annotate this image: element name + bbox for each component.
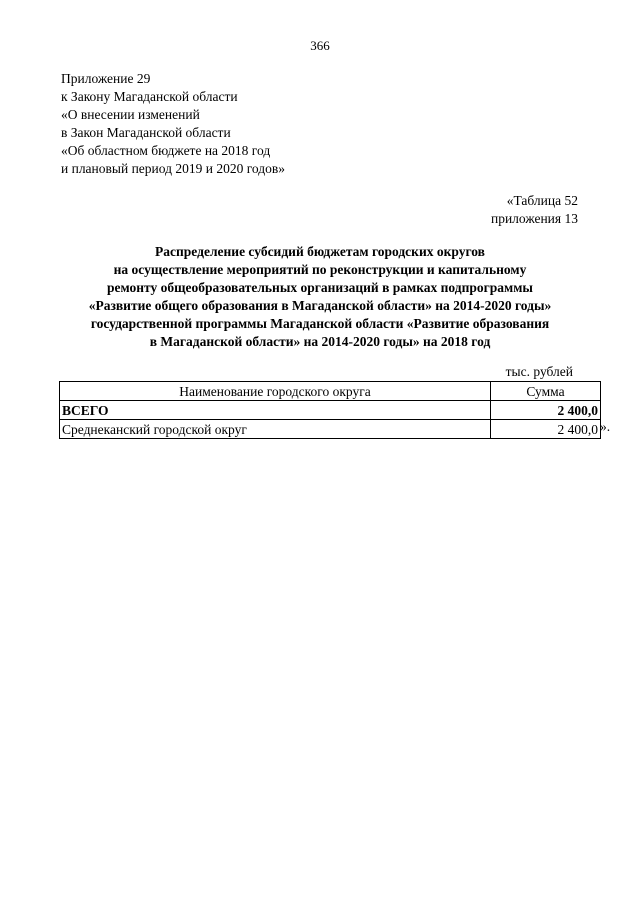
table-reference (491, 192, 578, 228)
appendix-header (61, 70, 285, 178)
header-sum: Сумма (491, 382, 601, 401)
title-line: на осуществление мероприятий по реконструкции и капитальному (113, 262, 527, 277)
table-row-total (60, 401, 601, 420)
subsidy-table (59, 381, 601, 439)
title-line: в Магаданской области» на 2014-2020 годы» на 2018 год (149, 334, 491, 349)
table-reference-line: «Таблица 52 (506, 193, 578, 208)
title-line: ремонту общеобразовательных организаций в рамках подпрограммы (107, 280, 533, 295)
units-label: тыс. рублей (505, 364, 573, 379)
title-line: государственной программы Магаданской области «Развитие образования (90, 316, 550, 331)
appendix-line: «О внесении изменений (61, 107, 200, 122)
table-header-row (60, 382, 601, 401)
appendix-line: к Закону Магаданской области (61, 89, 238, 104)
document-title (40, 243, 600, 351)
page-number: 366 (310, 38, 330, 53)
appendix-line: в Закон Магаданской области (61, 125, 231, 140)
subsidy-table-wrapper (59, 381, 601, 439)
row-name: ВСЕГО (60, 401, 491, 420)
header-name: Наименование городского округа (60, 382, 491, 401)
appendix-line: Приложение 29 (61, 71, 151, 86)
title-line: Распределение субсидий бюджетам городских округов (155, 244, 485, 259)
appendix-line: и плановый период 2019 и 2020 годов» (61, 161, 286, 176)
table-row (60, 420, 601, 439)
row-name: Среднеканский городской округ (60, 420, 491, 439)
closing-quote-mark: ». (600, 419, 611, 434)
row-sum: 2 400,0 (491, 401, 601, 420)
appendix-line: «Об областном бюджете на 2018 год (61, 143, 271, 158)
table-reference-line: приложения 13 (490, 211, 578, 226)
row-sum: 2 400,0 (491, 420, 601, 439)
title-line: «Развитие общего образования в Магаданской области» на 2014-2020 годы» (88, 298, 552, 313)
